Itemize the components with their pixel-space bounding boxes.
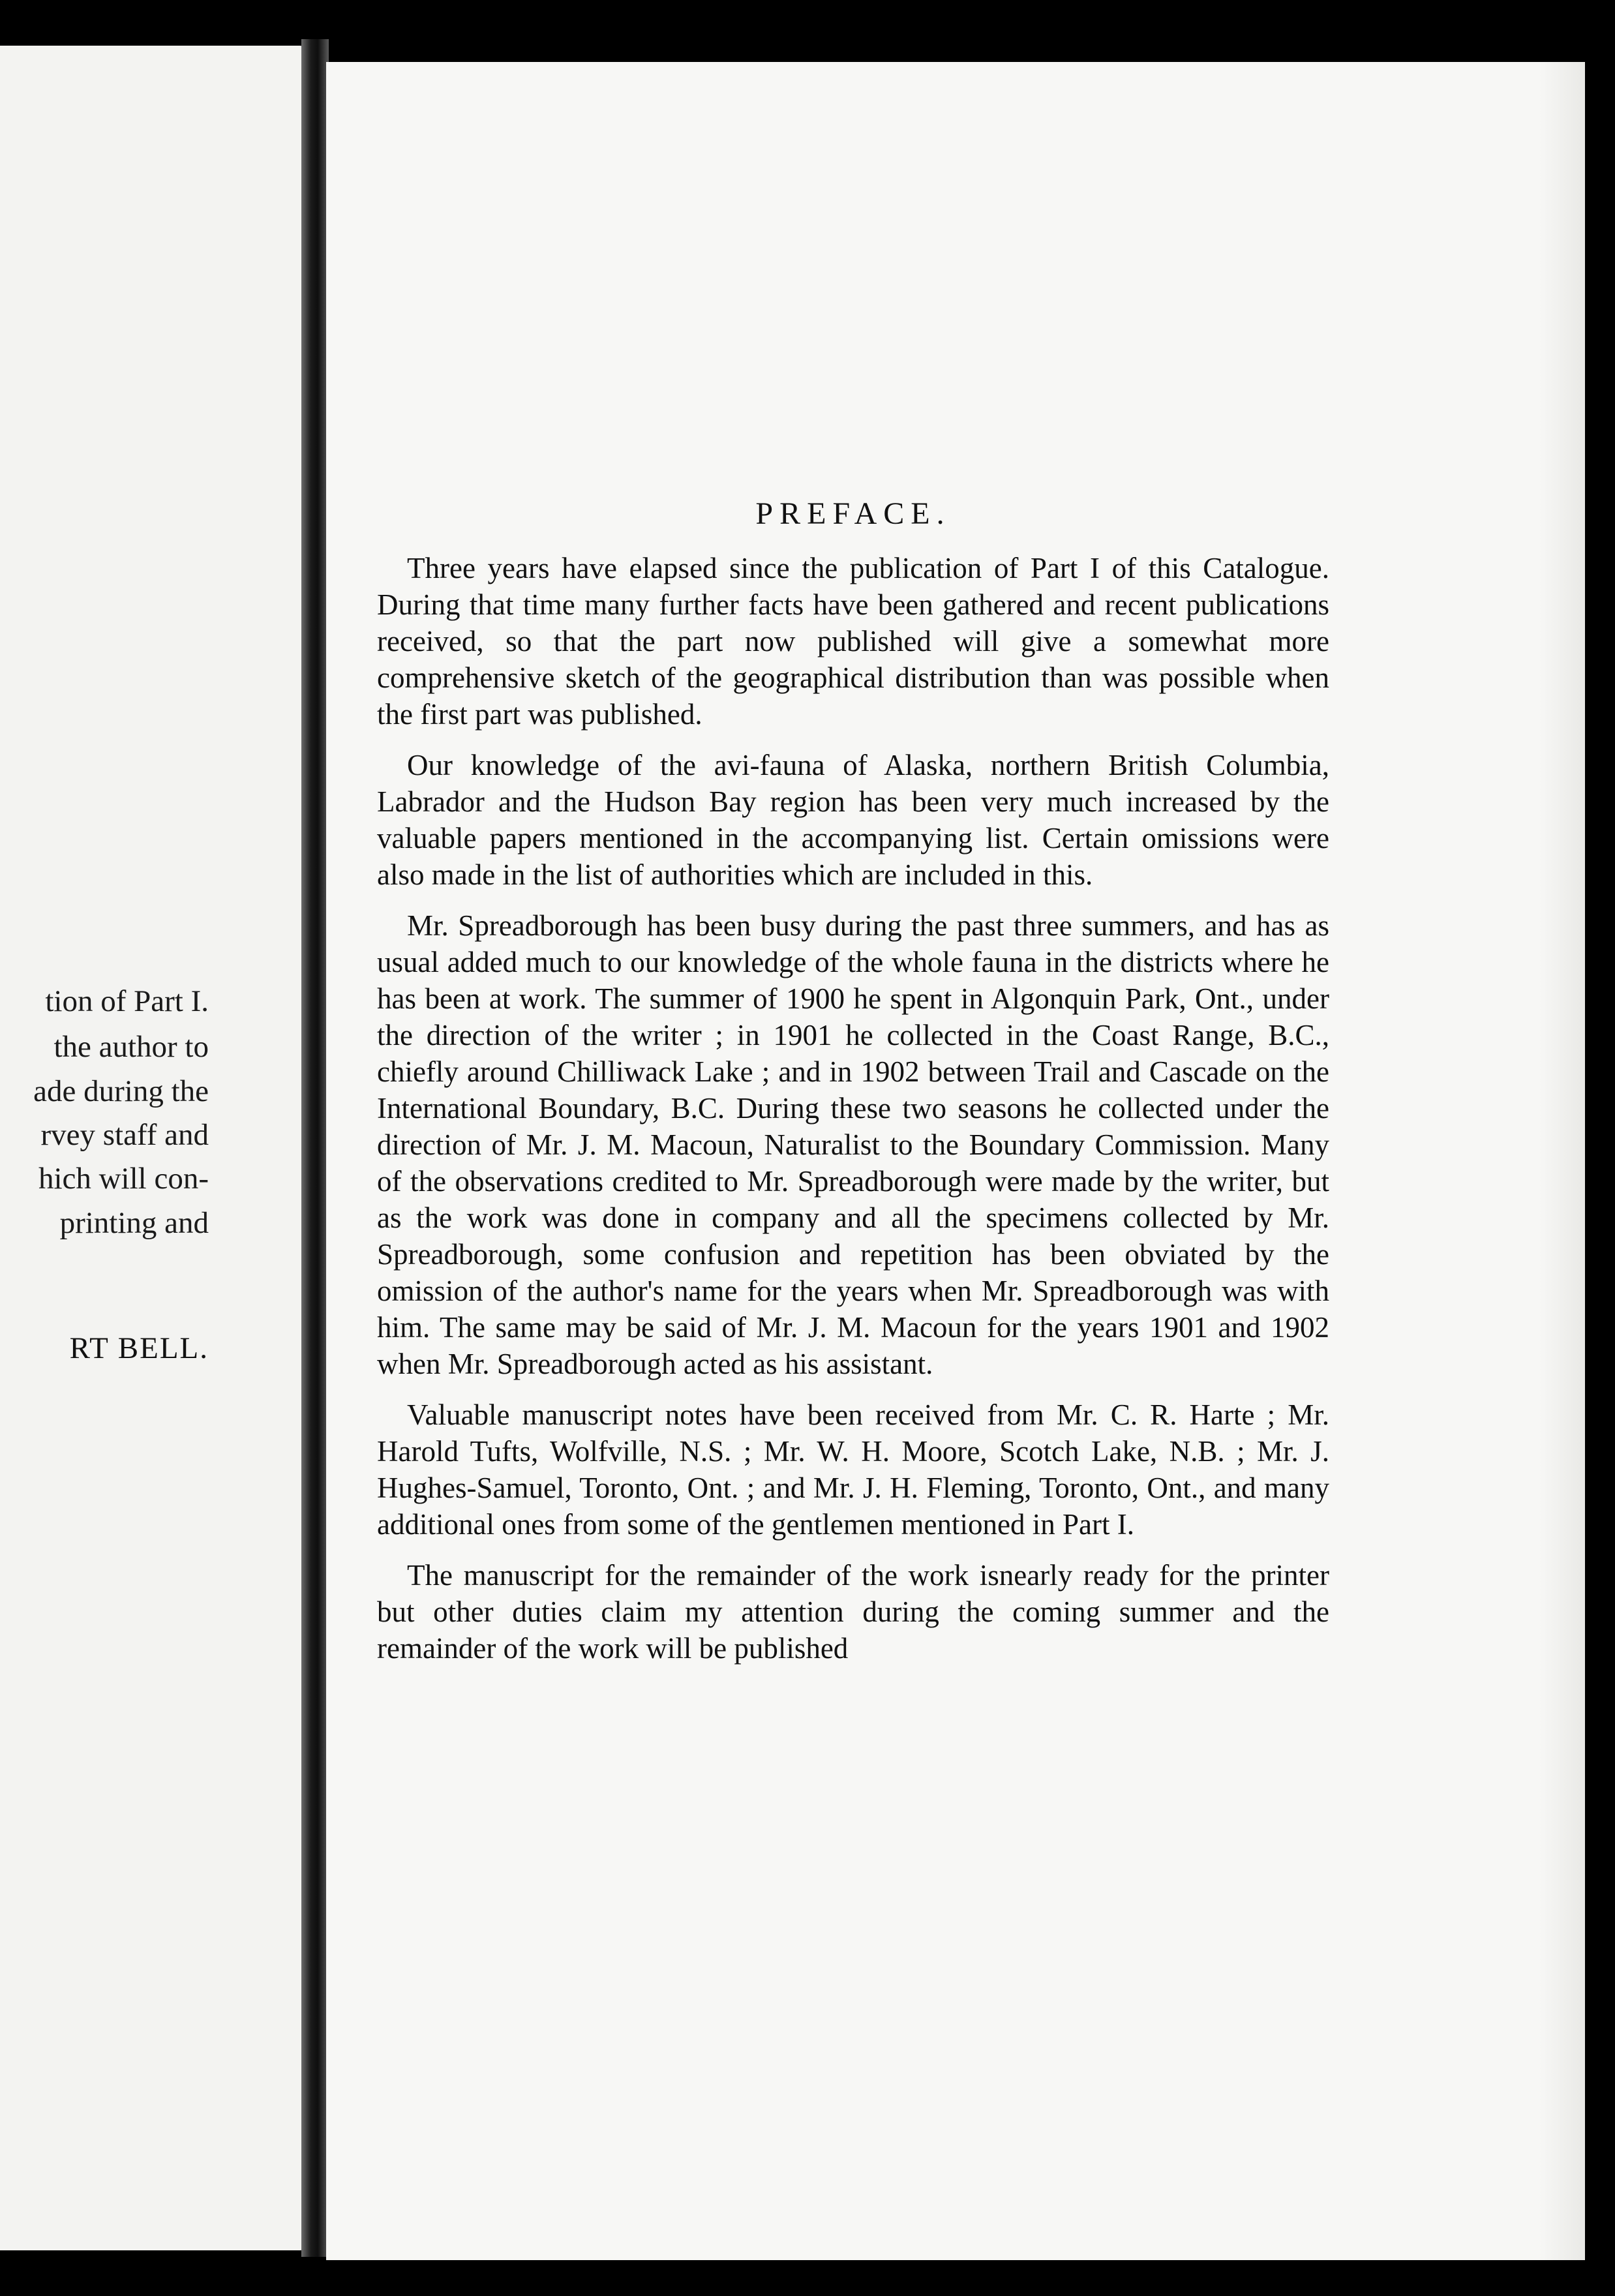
previous-page xyxy=(0,46,307,2250)
preface-paragraph: Three years have elapsed since the publication of Part I of this Catalogue. During that time many further facts have been gathered and recent publications received, so that the part now published will give a somewhat more comprehensive sketch of the geographical distribution than was possible when the first part was published. xyxy=(377,552,1329,731)
preface-paragraph: Our knowledge of the avi-fauna of Alaska, northern British Columbia, Labrador and the Hudson Bay region has been very much increased by the valuable papers mentioned in the accompanying list. Certain omissions were also made in the list of authorities which are included in this. xyxy=(377,749,1329,891)
left-page-line: rvey staff and xyxy=(40,1118,209,1152)
left-page-line: the author to xyxy=(53,1030,209,1064)
preface-text-block xyxy=(377,496,1329,1681)
preface-paragraph: The manuscript for the remainder of the work isnearly ready for the printer but other duties claim my attention during the coming summer and the remainder of the work will be published xyxy=(377,1559,1329,1665)
preface-paragraph: Valuable manuscript notes have been received from Mr. C. R. Harte ; Mr. Harold Tufts, Wolfville, N.S. ; Mr. W. H. Moore, Scotch Lake, N.B. ; Mr. J. Hughes-Samuel, Toronto, Ont. ; and Mr. J. H. Fleming, Toronto, Ont., and many additional ones from some of the gentlemen mentioned in Part I. xyxy=(377,1398,1329,1541)
left-page-line: hich will con- xyxy=(38,1162,209,1196)
preface-paragraph: Mr. Spreadborough has been busy during the past three summers, and has as usual added much to our knowledge of the whole fauna in the districts where he has been at work. The summer of 1900 he spent in Algonquin Park, Ont., under the direction of the writer ; in 1901 he collected in the Coast Range, B.C., chiefly around Chilliwack Lake ; and in 1902 between Trail and Cascade on the International Boundary, B.C. During these two seasons he collected under the direction of Mr. J. M. Macoun, Naturalist to the Boundary Commission. Many of the observations credited to Mr. Spreadborough were made by the writer, but as the work was done in company and all the specimens collected by Mr. Spreadborough, some confusion and repetition has been obviated by the omission of the author's name for the years when Mr. Spreadborough was with him. The same may be said of Mr. J. M. Macoun for the years 1901 and 1902 when Mr. Spreadborough acted as his assistant. xyxy=(377,909,1329,1380)
left-page-line: ade during the xyxy=(33,1074,209,1108)
left-page-line: tion of Part I. xyxy=(45,984,209,1018)
left-page-line: printing and xyxy=(59,1206,209,1240)
page-title: PREFACE. xyxy=(755,496,951,531)
left-page-signature: RT BELL. xyxy=(69,1331,209,1365)
book-gutter xyxy=(301,39,329,2257)
page-edge-shadow xyxy=(1539,62,1585,2260)
